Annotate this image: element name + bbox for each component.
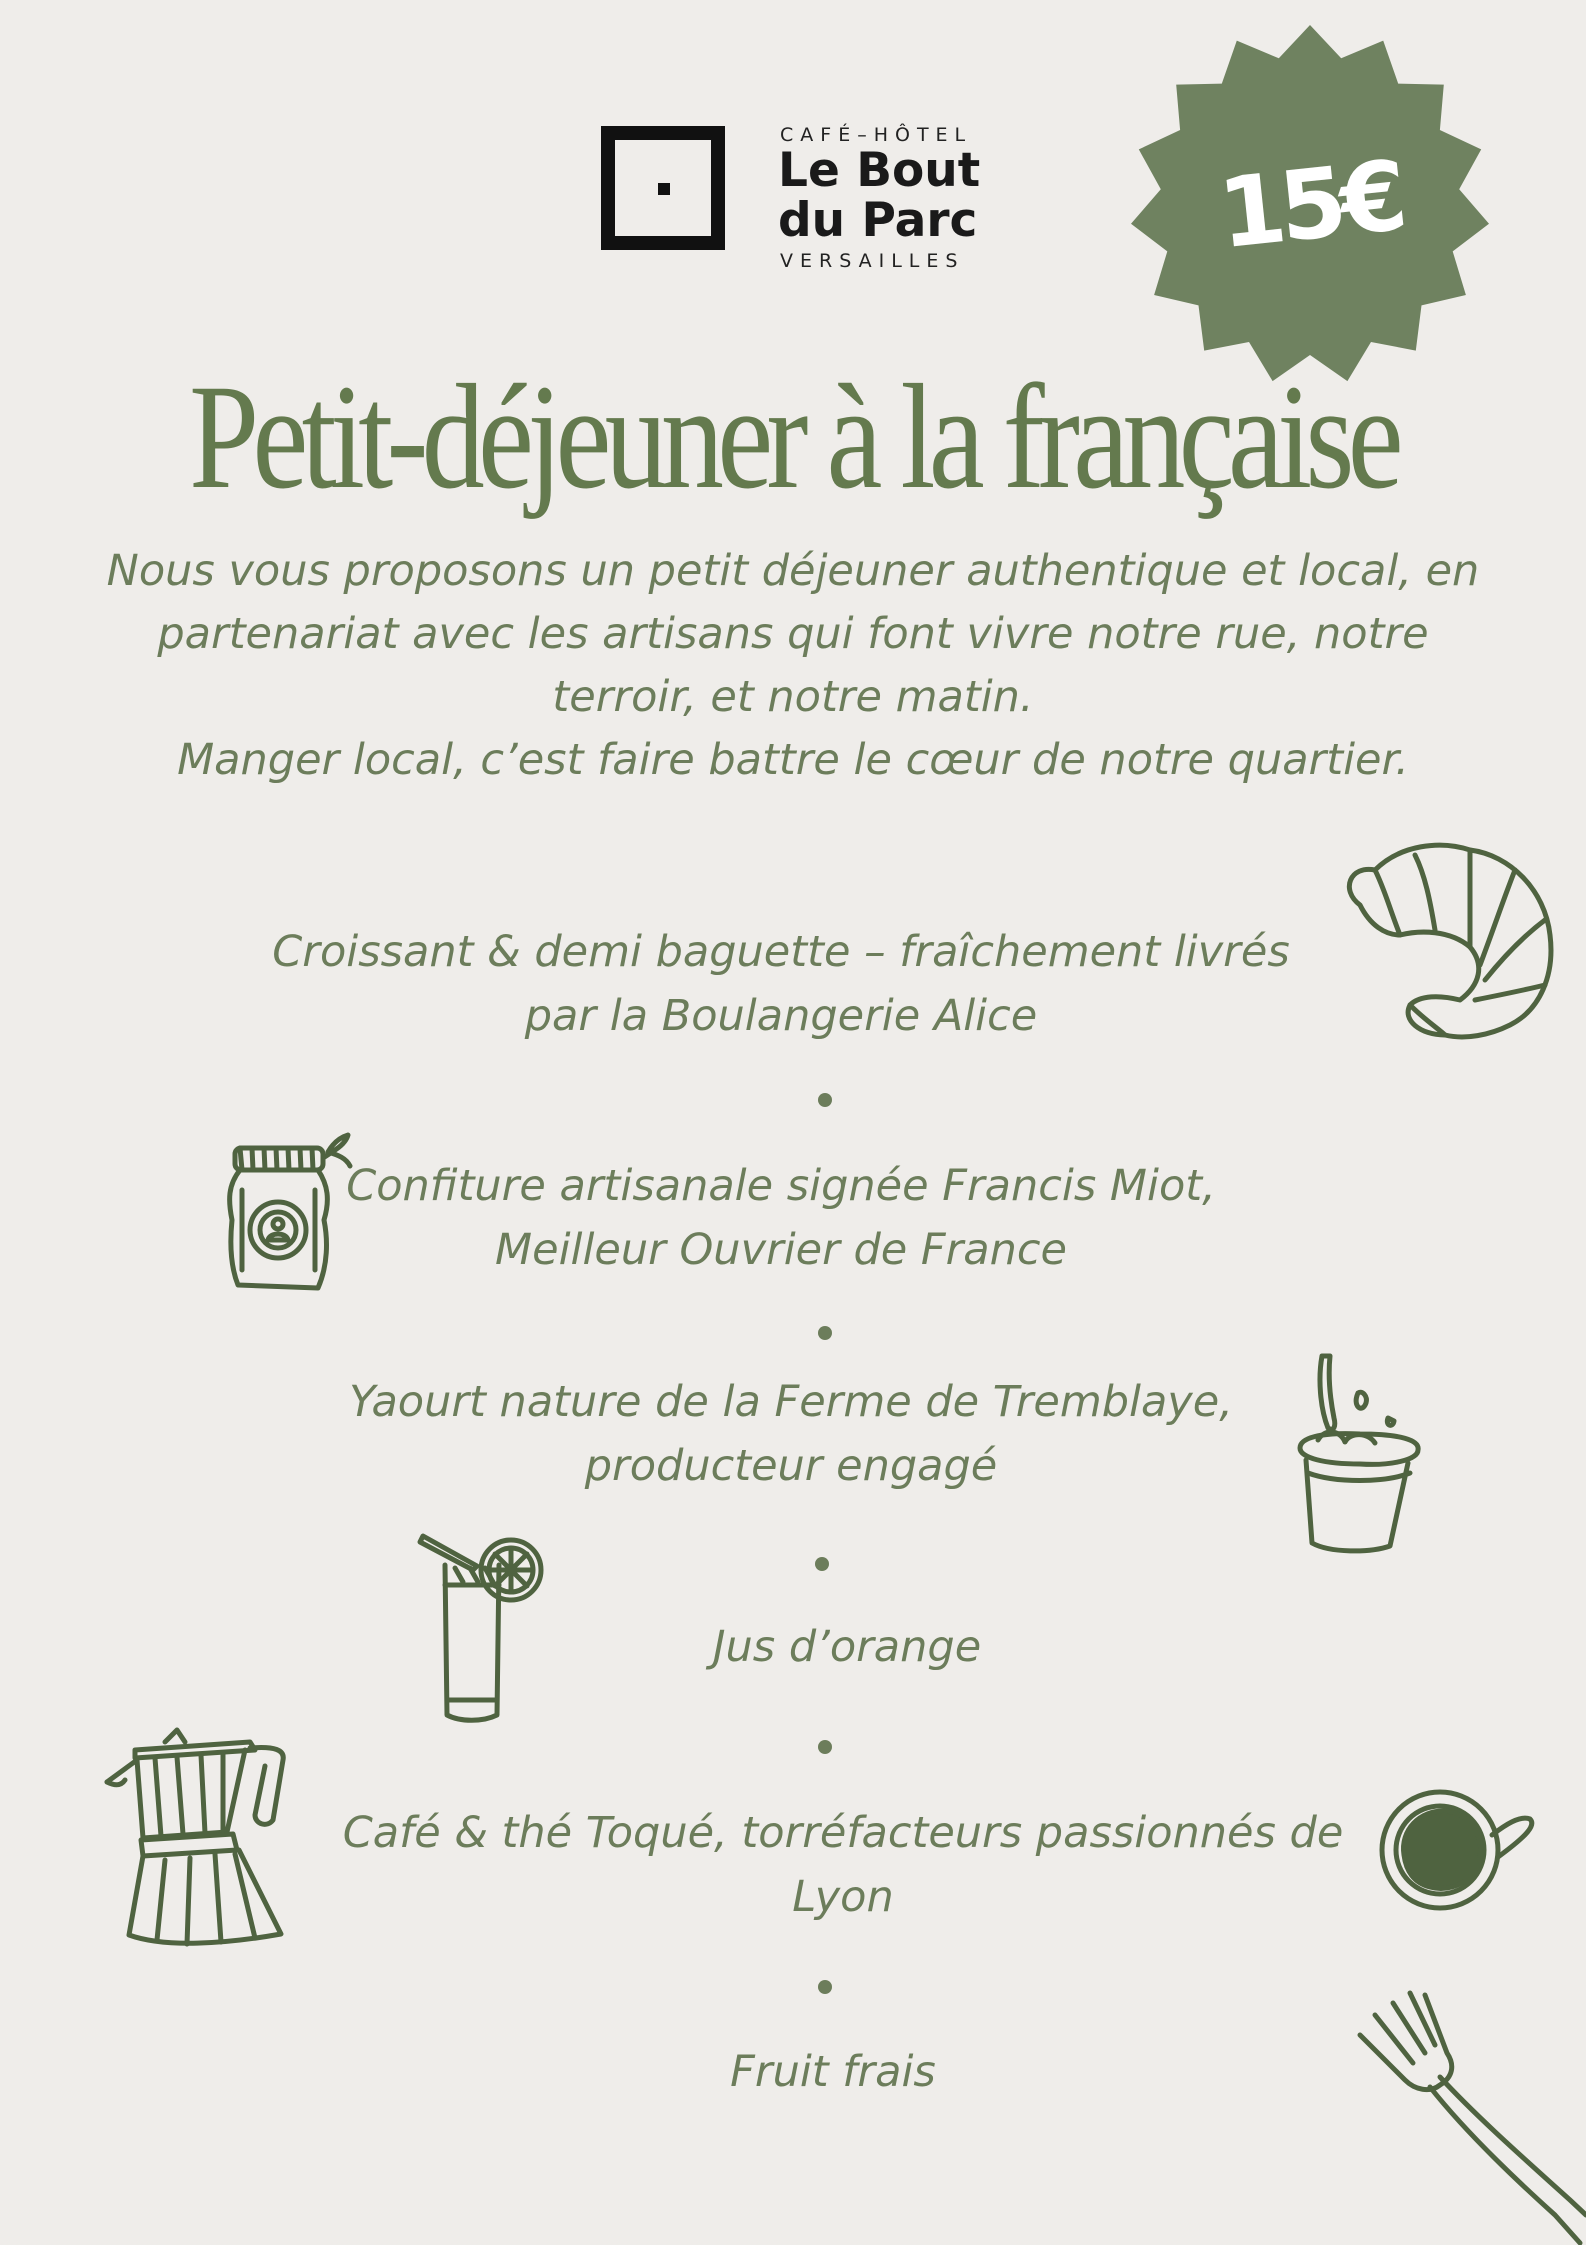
menu-item-line: Fruit frais	[730, 2047, 936, 2097]
logo-mark	[601, 126, 725, 250]
intro-line: Manger local, c’est faire battre le cœur de notre quartier.	[177, 735, 1409, 785]
logo-dot	[658, 183, 670, 195]
croissant-icon	[1330, 835, 1560, 1045]
menu-item-line: Lyon	[792, 1872, 894, 1922]
separator-bullet	[818, 1326, 832, 1340]
brand-name-line1: Le Bout	[778, 143, 981, 198]
page-title: Petit-déjeuner à la française	[189, 354, 1397, 520]
menu-item-juice	[54, 1615, 1586, 1679]
coffee-cup-icon	[1380, 1785, 1535, 1915]
fork-icon	[1355, 1985, 1586, 2245]
price-badge: 15€	[1213, 139, 1407, 271]
separator-bullet	[818, 1093, 832, 1107]
brand-top-line: CAFÉ–HÔTEL	[780, 124, 973, 146]
menu-item-line: Meilleur Ouvrier de France	[495, 1225, 1067, 1275]
intro-line: terroir, et notre matin.	[552, 672, 1034, 722]
jam-jar-icon	[220, 1130, 360, 1295]
intro-line: Nous vous proposons un petit déjeuner authentique et local, en	[106, 546, 1480, 596]
menu-item-line: Café & thé Toqué, torréfacteurs passionnés de	[342, 1808, 1344, 1858]
moka-pot-icon	[105, 1720, 295, 1950]
yogurt-icon	[1290, 1348, 1430, 1563]
brand-name-line2: du Parc	[778, 193, 978, 248]
menu-item-line: Croissant & demi baguette – fraîchement livrés	[272, 927, 1290, 977]
menu-item-line: Yaourt nature de la Ferme de Tremblaye,	[349, 1377, 1233, 1427]
menu-item-line: producteur engagé	[584, 1441, 998, 1491]
separator-bullet	[818, 1980, 832, 1994]
intro-line: partenariat avec les artisans qui font vivre notre rue, notre	[157, 609, 1429, 659]
menu-item-line: Confiture artisanale signée Francis Miot,	[346, 1161, 1216, 1211]
intro-text	[80, 540, 1506, 792]
brand-city: VERSAILLES	[780, 250, 965, 272]
juice-glass-icon	[415, 1530, 555, 1725]
menu-item-line: par la Boulangerie Alice	[524, 991, 1038, 1041]
separator-bullet	[815, 1557, 829, 1571]
menu-item-line: Jus d’orange	[712, 1622, 982, 1672]
separator-bullet	[818, 1740, 832, 1754]
